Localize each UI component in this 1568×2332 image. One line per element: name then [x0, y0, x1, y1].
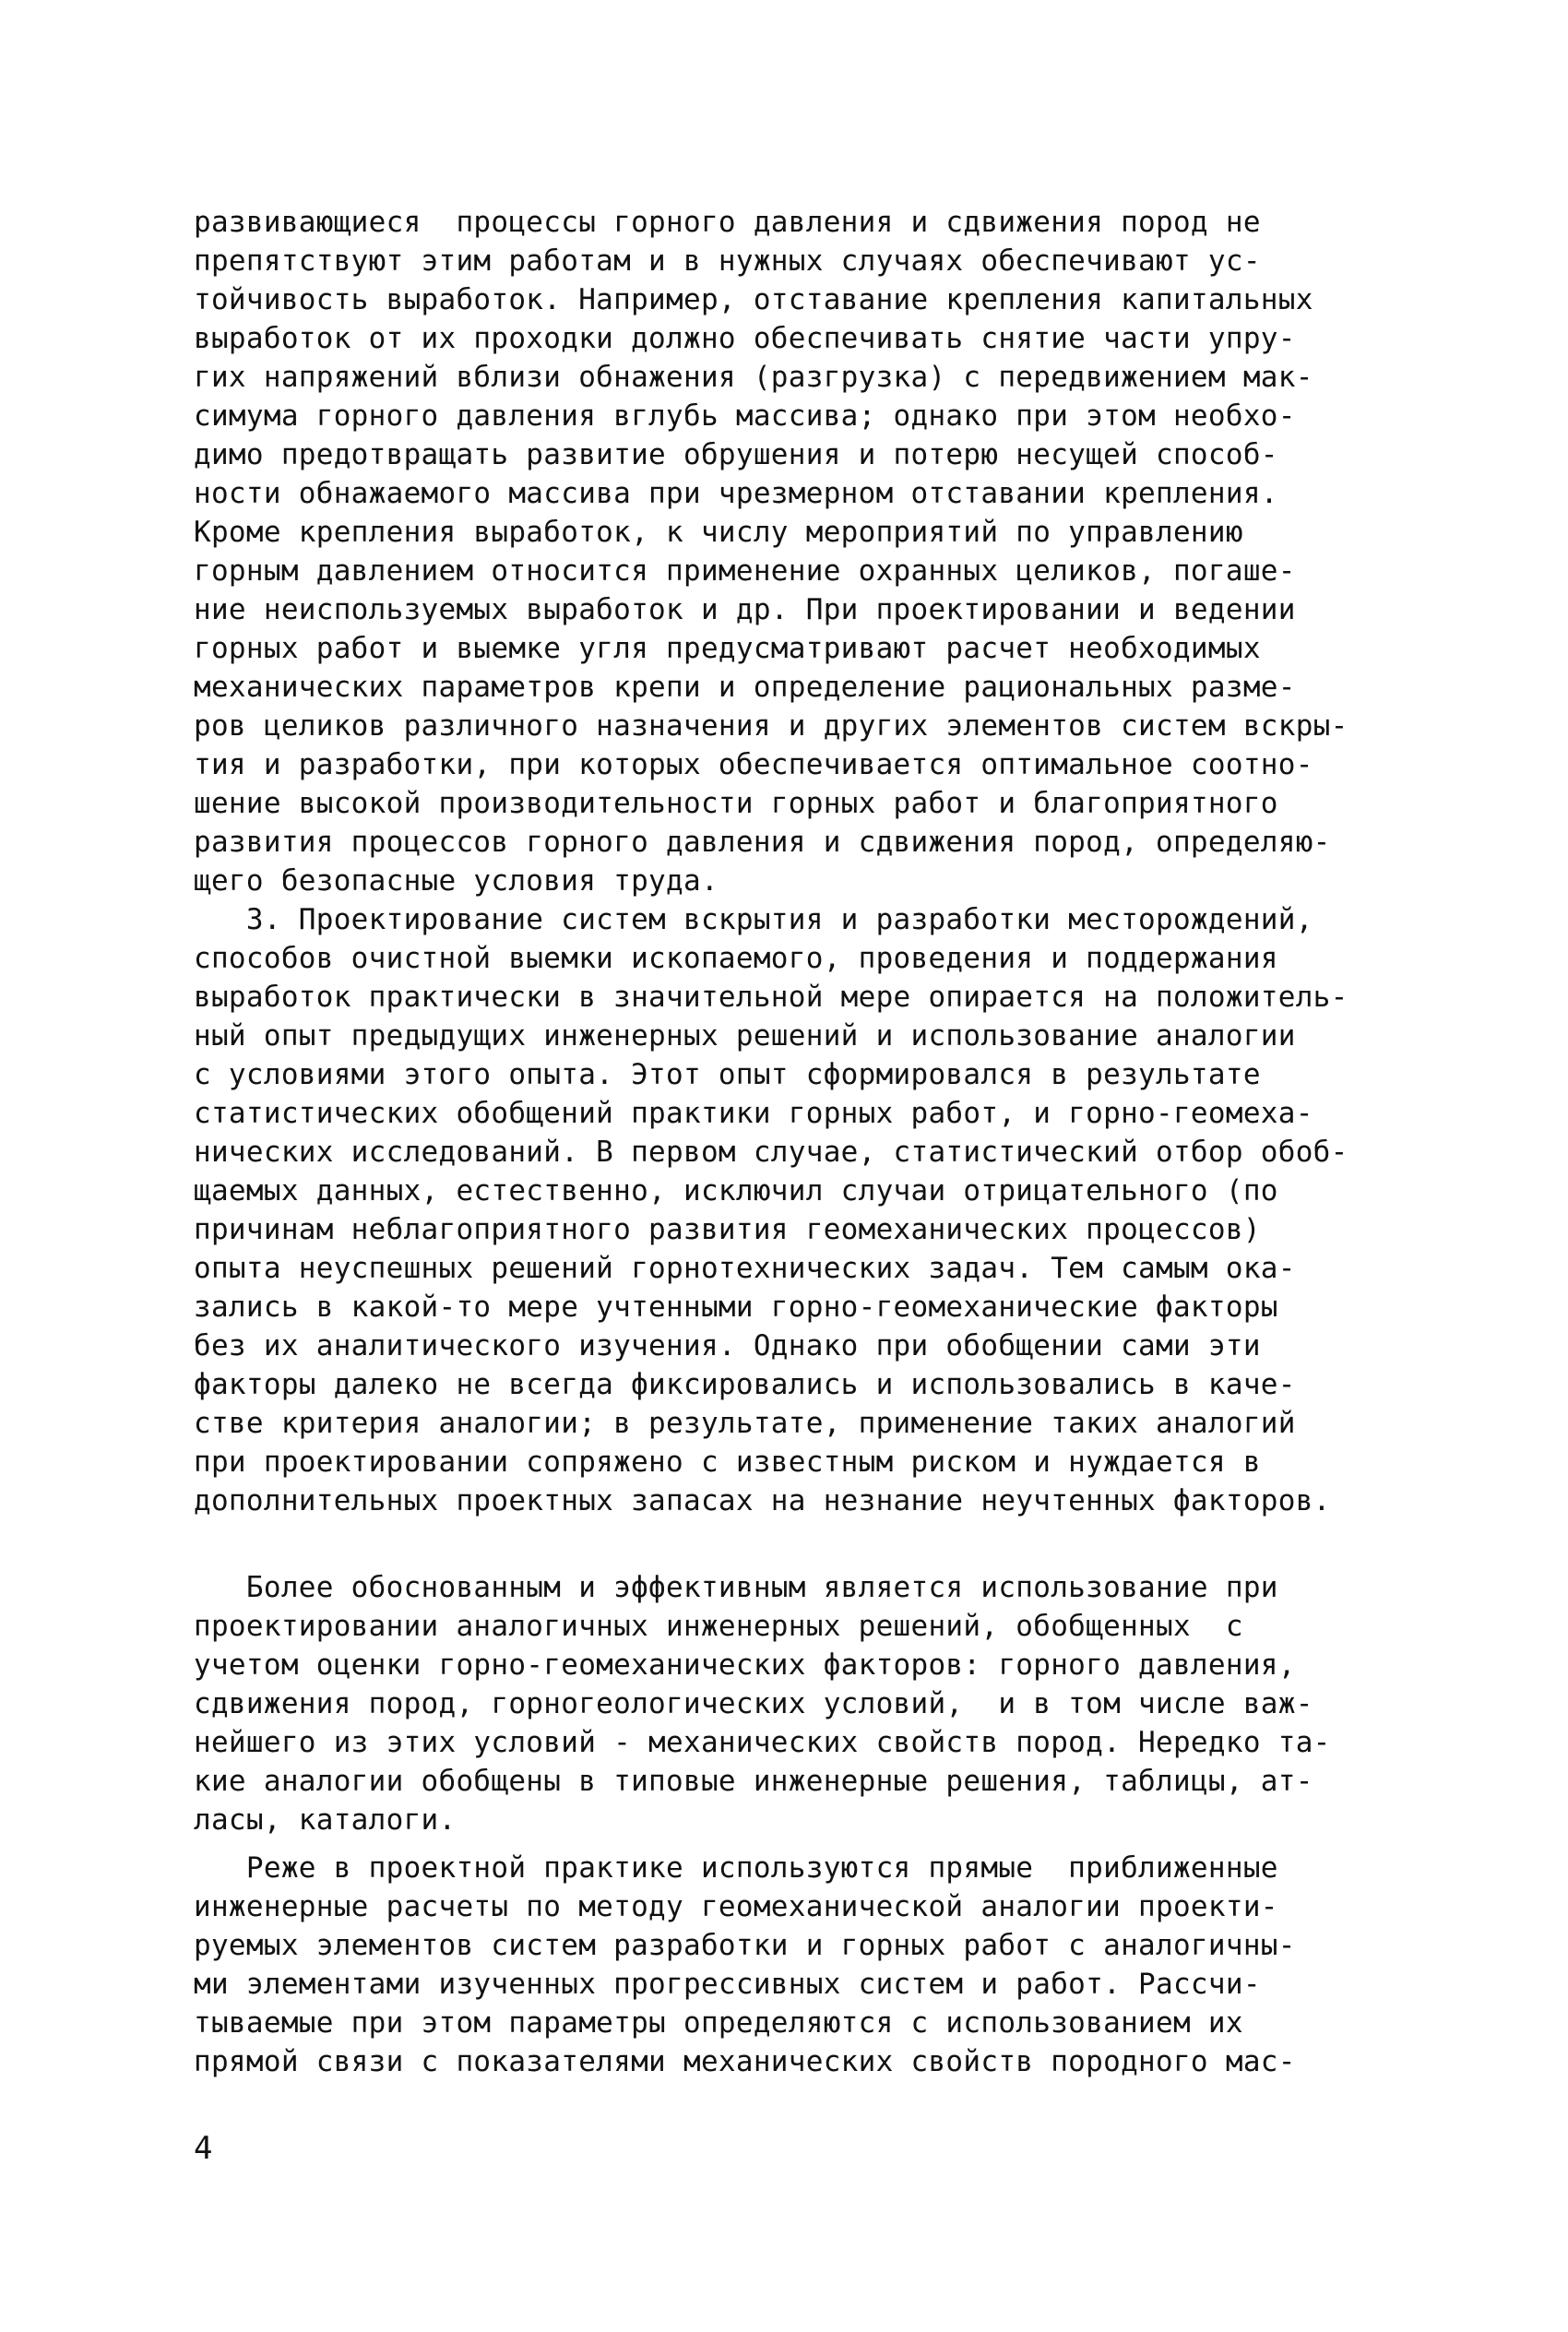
text-line: механических параметров крепи и определение рациональных разме-: [194, 671, 1296, 704]
text-line: зались в какой-то мере учтенными горно-геомеханические факторы: [194, 1291, 1278, 1324]
text-line: ми элементами изученных прогрессивных систем и работ. Рассчи-: [194, 1968, 1261, 2001]
text-line: ров целиков различного назначения и других элементов систем вскры-: [194, 709, 1348, 743]
text-line: препятствуют этим работам и в нужных случаях обеспечивают ус-: [194, 244, 1261, 278]
text-line: Кроме крепления выработок, к числу мероприятий по управлению: [194, 516, 1243, 549]
text-line: горных работ и выемке угля предусматривают расчет необходимых: [194, 632, 1261, 665]
text-line: тия и разработки, при которых обеспечивается оптимальное соотно-: [194, 748, 1313, 781]
text-line: прямой связи с показателями механических свойств породного мас-: [194, 2045, 1296, 2078]
text-line: гих напряжений вблизи обнажения (разгрузка) с передвижением мак-: [194, 361, 1313, 394]
text-line: димо предотвращать развитие обрушения и потерю несущей способ-: [194, 438, 1278, 471]
text-line: кие аналогии обобщены в типовые инженерные решения, таблицы, ат-: [194, 1765, 1313, 1798]
text-line: ный опыт предыдущих инженерных решений и использование аналогии: [194, 1019, 1296, 1053]
text-line: Реже в проектной практике используются прямые приближенные: [194, 1851, 1278, 1885]
page-number: 4: [194, 2130, 213, 2167]
text-line: инженерные расчеты по методу геомеханической аналогии проекти-: [194, 1890, 1278, 1923]
text-line: причинам неблагоприятного развития геомеханических процессов): [194, 1213, 1261, 1246]
text-line: нейшего из этих условий - механических свойств пород. Нередко та-: [194, 1726, 1331, 1759]
text-line: Более обоснованным и эффективным является использование при: [194, 1571, 1278, 1604]
text-line: руемых элементов систем разработки и горных работ с аналогичны-: [194, 1929, 1296, 1962]
text-line: способов очистной выемки ископаемого, проведения и поддержания: [194, 942, 1278, 975]
text-line: стве критерия аналогии; в результате, применение таких аналогий: [194, 1407, 1296, 1440]
text-line: тываемые при этом параметры определяются с использованием их: [194, 2006, 1243, 2040]
text-line: симума горного давления вглубь массива; однако при этом необхо-: [194, 399, 1296, 433]
text-line: факторы далеко не всегда фиксировались и использовались в каче-: [194, 1368, 1296, 1401]
text-line: статистических обобщений практики горных работ, и горно-геомеха-: [194, 1097, 1313, 1130]
text-line: щаемых данных, естественно, исключил случаи отрицательного (по: [194, 1174, 1278, 1208]
text-line: выработок от их проходки должно обеспечивать снятие части упру-: [194, 322, 1296, 355]
text-line: проектировании аналогичных инженерных решений, обобщенных с: [194, 1610, 1243, 1643]
text-line: учетом оценки горно-геомеханических факторов: горного давления,: [194, 1648, 1296, 1682]
text-line: дополнительных проектных запасах на незнание неучтенных факторов.: [194, 1484, 1331, 1517]
text-line: нических исследований. В первом случае, статистический отбор обоб-: [194, 1136, 1348, 1169]
text-line: с условиями этого опыта. Этот опыт сформировался в результате: [194, 1058, 1261, 1091]
text-line: выработок практически в значительной мере опирается на положитель-: [194, 981, 1348, 1014]
text-line: сдвижения пород, горногеологических условий, и в том числе важ-: [194, 1687, 1313, 1720]
text-line: ности обнажаемого массива при чрезмерном отставании крепления.: [194, 477, 1278, 510]
text-line: тойчивость выработок. Например, отставание крепления капитальных: [194, 283, 1313, 316]
text-line: ласы, каталоги.: [194, 1803, 457, 1837]
text-line: развития процессов горного давления и сдвижения пород, определяю-: [194, 826, 1331, 859]
text-line: без их аналитического изучения. Однако при обобщении сами эти: [194, 1329, 1261, 1362]
text-line: опыта неуспешных решений горнотехнических задач. Тем самым ока-: [194, 1252, 1296, 1285]
text-line: шение высокой производительности горных работ и благоприятного: [194, 787, 1278, 820]
text-line: при проектировании сопряжено с известным риском и нуждается в: [194, 1446, 1261, 1479]
text-line: развивающиеся процессы горного давления и сдвижения пород не: [194, 206, 1261, 239]
text-line: щего безопасные условия труда.: [194, 864, 719, 898]
text-line: ние неиспользуемых выработок и др. При проектировании и ведении: [194, 593, 1296, 626]
text-line: 3. Проектирование систем вскрытия и разработки месторождений,: [194, 903, 1313, 936]
text-line: горным давлением относится применение охранных целиков, погаше-: [194, 554, 1296, 588]
